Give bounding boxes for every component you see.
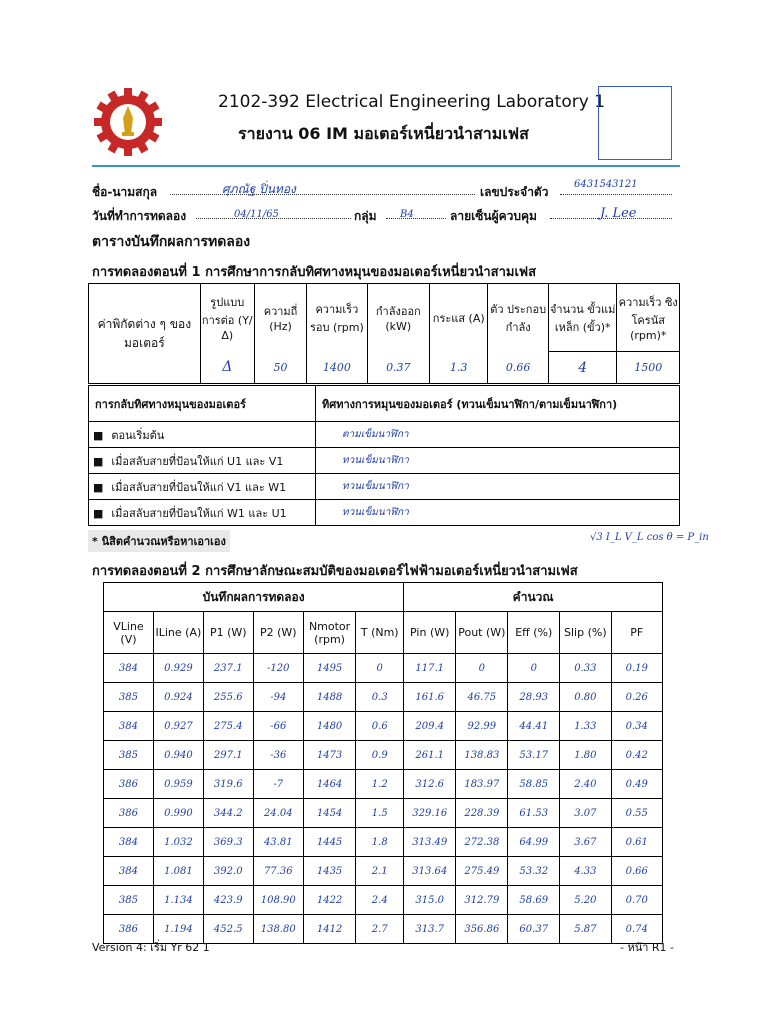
table-cell: -120 — [253, 654, 303, 683]
table-cell: 1.2 — [356, 770, 404, 799]
direction-row-label: ตอนเริ่มต้น — [111, 428, 165, 442]
col-p2: P2 (W) — [253, 612, 303, 654]
header-speed: ความเร็ว รอบ (rpm) — [307, 284, 367, 352]
header-power: กำลังออก (kW) — [367, 284, 429, 352]
table-cell: 0.80 — [560, 683, 611, 712]
col-pin: Pin (W) — [404, 612, 456, 654]
value-pf: 0.66 — [505, 360, 531, 374]
header-sync-speed: ความเร็ว ซิงโครนัส (rpm)* — [617, 284, 680, 352]
table-cell: 385 — [104, 886, 154, 915]
table-cell: 385 — [104, 741, 154, 770]
table-cell: 312.6 — [404, 770, 456, 799]
university-logo — [92, 86, 164, 158]
table-cell: 1.80 — [560, 741, 611, 770]
table-cell: 3.07 — [560, 799, 611, 828]
sign-line — [550, 202, 672, 219]
table-cell: 5.87 — [560, 915, 611, 944]
table-cell: 313.64 — [404, 857, 456, 886]
header-connection: รูปแบบ การต่อ (Y/Δ) — [200, 284, 254, 352]
table-row — [104, 683, 663, 712]
table-cell: 161.6 — [404, 683, 456, 712]
value-speed: 1400 — [322, 360, 351, 374]
table-cell: 386 — [104, 915, 154, 944]
page-number: - หน้า R1 - — [620, 941, 675, 954]
lab-title: 2102-392 Electrical Engineering Laboratory 1 — [218, 92, 606, 112]
header-current: กระแส (A) — [430, 284, 488, 352]
table-cell: 369.3 — [203, 828, 253, 857]
table-cell: 1473 — [303, 741, 355, 770]
table-cell: 2.1 — [356, 857, 404, 886]
table-cell: 329.16 — [404, 799, 456, 828]
table-cell: 0.70 — [611, 886, 662, 915]
value-frequency: 50 — [273, 360, 288, 374]
header-frequency: ความถี่ (Hz) — [254, 284, 306, 352]
id-value: 6431543121 — [574, 179, 638, 190]
table-cell: 2.40 — [560, 770, 611, 799]
col-nmotor: Nmotor (rpm) — [303, 612, 355, 654]
table-cell: 0.34 — [611, 712, 662, 741]
table-cell: 356.86 — [456, 915, 508, 944]
table-row — [104, 886, 663, 915]
table-cell: 1.134 — [153, 886, 203, 915]
section-title: ตารางบันทึกผลการทดลอง — [92, 234, 251, 250]
table-cell: 43.81 — [253, 828, 303, 857]
table-cell: 138.83 — [456, 741, 508, 770]
exp1-title: การทดลองตอนที่ 1 การศึกษาการกลับทิศทางหมุนของมอเตอร์เหนี่ยวนำสามเฟส — [92, 265, 537, 280]
table-cell: 0.990 — [153, 799, 203, 828]
col-pout: Pout (W) — [456, 612, 508, 654]
name-line — [170, 178, 475, 195]
table-cell: 77.36 — [253, 857, 303, 886]
table-cell: 386 — [104, 770, 154, 799]
table-row — [104, 857, 663, 886]
table-row — [104, 741, 663, 770]
col-slip: Slip (%) — [560, 612, 611, 654]
table-cell: 3.67 — [560, 828, 611, 857]
table-cell: 1422 — [303, 886, 355, 915]
table-cell: 255.6 — [203, 683, 253, 712]
table-cell: 0.927 — [153, 712, 203, 741]
table-cell: 1435 — [303, 857, 355, 886]
col-pf: PF — [611, 612, 662, 654]
table-cell: 1.032 — [153, 828, 203, 857]
table-cell: 313.49 — [404, 828, 456, 857]
table-cell: 53.32 — [508, 857, 560, 886]
table-cell: 1.33 — [560, 712, 611, 741]
direction-col2-header: ทิศทางการหมุนของมอเตอร์ (ทวนเข็มนาฬิกา/ตามเข็มนาฬิกา) — [316, 386, 680, 422]
table-cell: 386 — [104, 799, 154, 828]
table-cell: 4.33 — [560, 857, 611, 886]
table-cell: 0.33 — [560, 654, 611, 683]
sign-label: ลายเซ็นผู้ควบคุม — [450, 209, 537, 223]
table-cell: 0.3 — [356, 683, 404, 712]
direction-row-value: ตามเข็มนาฬิกา — [342, 429, 409, 440]
table-cell: 237.1 — [203, 654, 253, 683]
name-value: ศุภณัฐ ปิ่นทอง — [222, 182, 296, 196]
col-torque: T (Nm) — [356, 612, 404, 654]
table-cell: 0 — [508, 654, 560, 683]
table-cell: 0.924 — [153, 683, 203, 712]
table-cell: 0.66 — [611, 857, 662, 886]
direction-row-label: เมื่อสลับสายที่ป้อนให้แก่ V1 และ W1 — [111, 480, 287, 494]
table-cell: -36 — [253, 741, 303, 770]
measurement-rows — [104, 654, 663, 944]
col-eff: Eff (%) — [508, 612, 560, 654]
col-vline: VLine (V) — [104, 612, 154, 654]
table-cell: 2.7 — [356, 915, 404, 944]
table-cell: 0.19 — [611, 654, 662, 683]
group-value: B4 — [400, 209, 414, 220]
value-current: 1.3 — [449, 360, 468, 374]
table-cell: 275.49 — [456, 857, 508, 886]
table-cell: 138.80 — [253, 915, 303, 944]
col-iline: ILine (A) — [153, 612, 203, 654]
table-cell: 209.4 — [404, 712, 456, 741]
value-sync-speed: 1500 — [634, 361, 663, 374]
value-power: 0.37 — [386, 360, 411, 374]
motor-rating-table — [88, 283, 680, 384]
table-cell: -94 — [253, 683, 303, 712]
table-cell: 0.74 — [611, 915, 662, 944]
table-cell: 1464 — [303, 770, 355, 799]
table-cell: 92.99 — [456, 712, 508, 741]
stamp-box — [598, 86, 672, 160]
sign-value: J. Lee — [600, 206, 637, 221]
id-label: เลขประจำตัว — [480, 185, 549, 199]
rating-label: ค่าพิกัดต่าง ๆ ของมอเตอร์ — [89, 284, 201, 384]
table-cell: 0.940 — [153, 741, 203, 770]
table-cell: 272.38 — [456, 828, 508, 857]
table-cell: 384 — [104, 712, 154, 741]
table-cell: 46.75 — [456, 683, 508, 712]
date-value: 04/11/65 — [234, 209, 279, 220]
table-cell: 1495 — [303, 654, 355, 683]
header-divider — [92, 165, 680, 167]
table-cell: 117.1 — [404, 654, 456, 683]
table-cell: 1.081 — [153, 857, 203, 886]
direction-row-value: ทวนเข็มนาฬิกา — [342, 481, 409, 492]
table-cell: 1.194 — [153, 915, 203, 944]
table-cell: 44.41 — [508, 712, 560, 741]
group-label: กลุ่ม — [354, 209, 377, 223]
table-cell: 423.9 — [203, 886, 253, 915]
table-cell: 1412 — [303, 915, 355, 944]
table-cell: 384 — [104, 857, 154, 886]
table-cell: 261.1 — [404, 741, 456, 770]
table-cell: 384 — [104, 654, 154, 683]
table-cell: 344.2 — [203, 799, 253, 828]
table-cell: 384 — [104, 828, 154, 857]
table-cell: 58.85 — [508, 770, 560, 799]
self-calc-note: * นิสิตคำนวณหรือหาเอาเอง — [88, 530, 230, 552]
table-row — [104, 712, 663, 741]
table-cell: 183.97 — [456, 770, 508, 799]
table-cell: 0 — [356, 654, 404, 683]
characteristics-table — [103, 582, 663, 944]
table-cell: 0.929 — [153, 654, 203, 683]
table-cell: 297.1 — [203, 741, 253, 770]
table-cell: 312.79 — [456, 886, 508, 915]
date-line — [196, 202, 351, 219]
direction-row-label: เมื่อสลับสายที่ป้อนให้แก่ W1 และ U1 — [111, 506, 287, 520]
direction-row-value: ทวนเข็มนาฬิกา — [342, 507, 409, 518]
table-cell: 1488 — [303, 683, 355, 712]
calc-group-header: คำนวณ — [404, 583, 663, 612]
direction-row-value: ทวนเข็มนาฬิกา — [342, 455, 409, 466]
table-cell: 392.0 — [203, 857, 253, 886]
table-cell: 452.5 — [203, 915, 253, 944]
col-p1: P1 (W) — [203, 612, 253, 654]
record-group-header: บันทึกผลการทดลอง — [104, 583, 404, 612]
table-cell: 0.959 — [153, 770, 203, 799]
table-cell: 1.5 — [356, 799, 404, 828]
table-cell: 60.37 — [508, 915, 560, 944]
table-row — [104, 654, 663, 683]
table-cell: 313.7 — [404, 915, 456, 944]
name-label: ชื่อ-นามสกุล — [92, 185, 158, 199]
table-cell: -66 — [253, 712, 303, 741]
table-cell: 28.93 — [508, 683, 560, 712]
report-title: รายงาน 06 IM มอเตอร์เหนี่ยวนำสามเฟส — [238, 124, 529, 143]
table-cell: 0 — [456, 654, 508, 683]
table-cell: -7 — [253, 770, 303, 799]
table-cell: 5.20 — [560, 886, 611, 915]
header-poles: จำนวน ขั้วแม่เหล็ก (ขั้ว)* — [548, 284, 617, 352]
table-cell: 58.69 — [508, 886, 560, 915]
table-cell: 0.42 — [611, 741, 662, 770]
version-footer: Version 4: เริ่ม Yr 62 1 — [92, 941, 210, 954]
table-row — [104, 799, 663, 828]
table-cell: 1445 — [303, 828, 355, 857]
exp2-title: การทดลองตอนที่ 2 การศึกษาลักษณะสมบัติของมอเตอร์ไฟฟ้ามอเตอร์เหนี่ยวนำสามเฟส — [92, 564, 578, 579]
table-cell: 275.4 — [203, 712, 253, 741]
table-cell: 0.26 — [611, 683, 662, 712]
direction-table: การกลับทิศทางหมุนของมอเตอร์ ทิศทางการหมุนของมอเตอร์ (ทวนเข็มนาฬิกา/ตามเข็มนาฬิกา) ■ ตอนเริ่มต้น ตามเข็มนาฬิกา ■ เมื่อสลับสายที่ป้อนให้แก่ U1 และ V1 ทวนเข็มนาฬิกา ■ เมื่อสลับสายที่ป้อนให้แก่ V1 และ W1 ทวนเข็มนาฬิกา ■ เมื่อสลับสายที่ป้อนให้แก่ W1 และ U1 ทวนเข็มนาฬิกา — [88, 385, 680, 526]
table-row — [104, 828, 663, 857]
column-header-row — [104, 612, 663, 654]
table-row — [104, 770, 663, 799]
table-cell: 0.61 — [611, 828, 662, 857]
table-cell: 61.53 — [508, 799, 560, 828]
table-cell: 1480 — [303, 712, 355, 741]
table-cell: 24.04 — [253, 799, 303, 828]
table-cell: 0.6 — [356, 712, 404, 741]
value-poles: 4 — [578, 359, 588, 376]
table-cell: 64.99 — [508, 828, 560, 857]
table-cell: 315.0 — [404, 886, 456, 915]
group-line — [386, 202, 446, 219]
table-cell: 319.6 — [203, 770, 253, 799]
id-line — [560, 178, 672, 195]
date-label: วันที่ทำการทดลอง — [92, 209, 187, 223]
value-connection: Δ — [222, 359, 233, 376]
header-pf: ตัว ประกอบ กำลัง — [488, 284, 548, 352]
table-cell: 1.8 — [356, 828, 404, 857]
table-cell: 2.4 — [356, 886, 404, 915]
table-cell: 228.39 — [456, 799, 508, 828]
table-cell: 385 — [104, 683, 154, 712]
formula-note: √3 I_L V_L cos θ = P_in — [590, 532, 709, 543]
table-cell: 1454 — [303, 799, 355, 828]
direction-row-label: เมื่อสลับสายที่ป้อนให้แก่ U1 และ V1 — [111, 454, 284, 468]
table-cell: 0.55 — [611, 799, 662, 828]
table-cell: 0.9 — [356, 741, 404, 770]
table-cell: 0.49 — [611, 770, 662, 799]
table-cell: 53.17 — [508, 741, 560, 770]
table-cell: 108.90 — [253, 886, 303, 915]
direction-col1-header: การกลับทิศทางหมุนของมอเตอร์ — [89, 386, 316, 422]
